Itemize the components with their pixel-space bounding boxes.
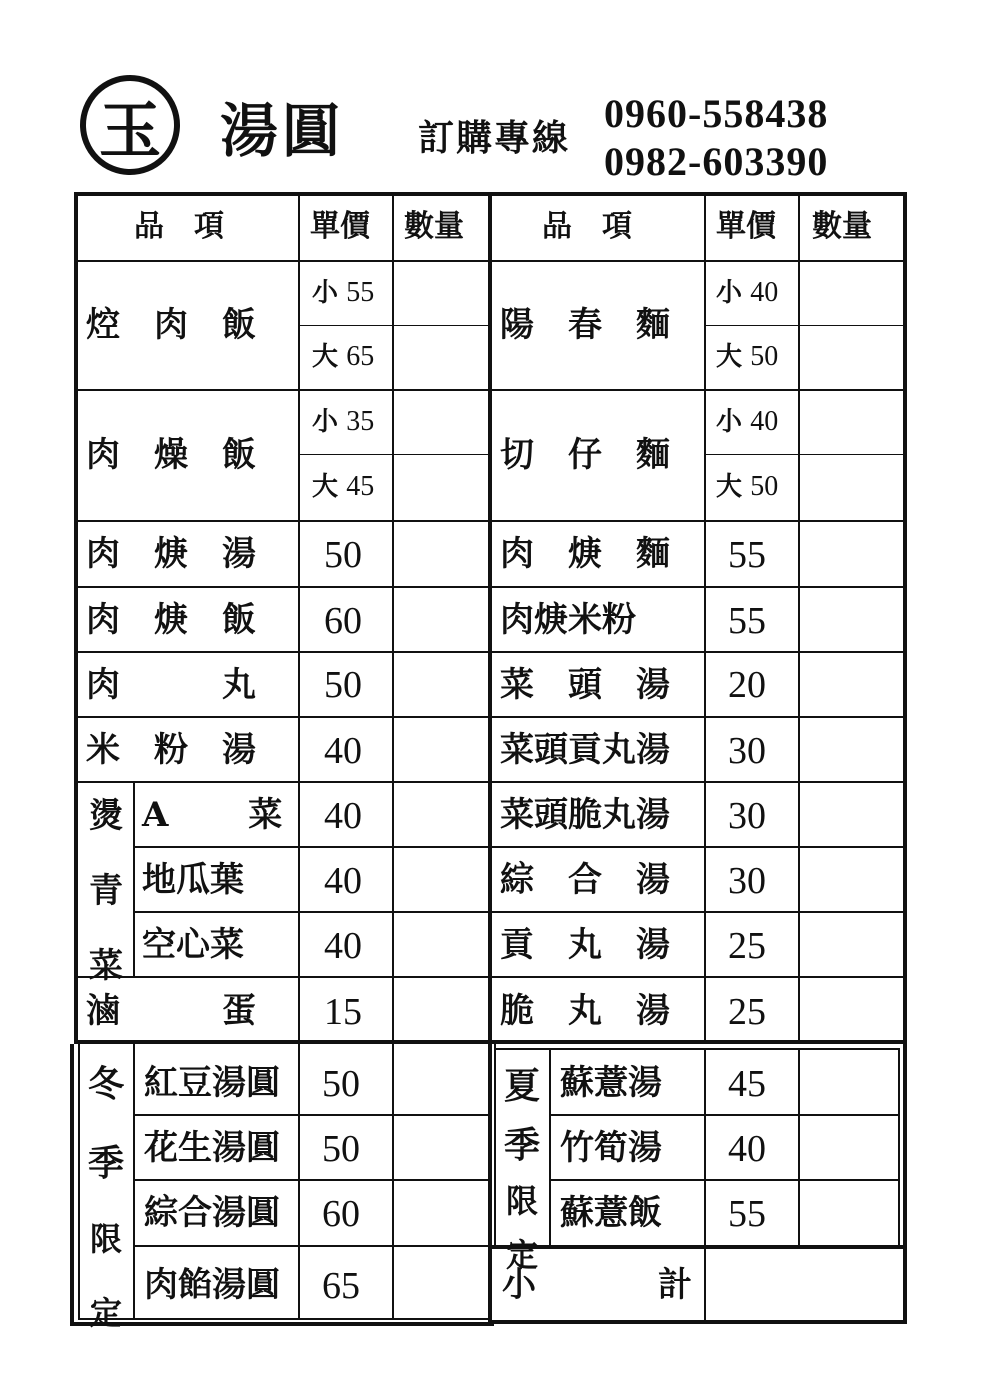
item-name: 焢 肉 飯 bbox=[86, 305, 256, 345]
item-name: 菜 頭 湯 bbox=[500, 665, 670, 705]
item-price: 20 bbox=[728, 664, 766, 706]
quantity-field[interactable] bbox=[800, 718, 903, 781]
item-name: 紅豆湯圓 bbox=[144, 1063, 280, 1103]
item-price: 40 bbox=[324, 925, 362, 967]
item-name: 脆 丸 湯 bbox=[500, 991, 670, 1031]
item-price: 40 bbox=[728, 1128, 766, 1170]
item-price: 15 bbox=[324, 991, 362, 1033]
quantity-field[interactable] bbox=[394, 588, 488, 651]
quantity-field[interactable] bbox=[800, 1116, 898, 1179]
item-price: 50 bbox=[322, 1128, 360, 1170]
col-header-qty-left: 數量 bbox=[404, 209, 464, 244]
large-price: 大 50 bbox=[716, 341, 779, 372]
item-price: 55 bbox=[728, 534, 766, 576]
item-price: 50 bbox=[324, 664, 362, 706]
logo-seal bbox=[80, 75, 180, 175]
item-name: 貢 丸 湯 bbox=[500, 925, 670, 965]
item-name: 米 粉 湯 bbox=[86, 730, 256, 770]
quantity-field[interactable] bbox=[800, 456, 903, 520]
item-name: 滷 蛋 bbox=[86, 991, 256, 1031]
quantity-field[interactable] bbox=[394, 327, 488, 389]
large-price: 大 45 bbox=[312, 471, 375, 502]
item-price: 30 bbox=[728, 795, 766, 837]
item-price: 60 bbox=[324, 600, 362, 642]
item-name: 竹筍湯 bbox=[560, 1128, 662, 1168]
quantity-field[interactable] bbox=[394, 913, 488, 976]
item-price: 50 bbox=[324, 534, 362, 576]
item-price: 45 bbox=[728, 1063, 766, 1105]
col-header-price-right: 單價 bbox=[716, 209, 776, 244]
quantity-field[interactable] bbox=[394, 456, 488, 520]
quantity-field[interactable] bbox=[394, 1247, 488, 1318]
item-price: 40 bbox=[324, 795, 362, 837]
quantity-field[interactable] bbox=[394, 391, 488, 454]
item-name: 蘇薏飯 bbox=[560, 1193, 662, 1233]
item-name: 花生湯圓 bbox=[144, 1128, 280, 1168]
quantity-field[interactable] bbox=[394, 1181, 488, 1245]
item-name: 菜頭貢丸湯 bbox=[500, 730, 670, 770]
winter-limited-label: 冬 季 限 定 bbox=[87, 1063, 124, 1332]
item-price: 55 bbox=[728, 1193, 766, 1235]
item-name: A 菜 bbox=[142, 795, 283, 835]
item-price: 30 bbox=[728, 860, 766, 902]
item-name: 肉 焿 麵 bbox=[500, 534, 670, 574]
item-name: 肉 焿 湯 bbox=[86, 534, 256, 574]
item-name: 菜頭脆丸湯 bbox=[500, 795, 670, 835]
item-price: 40 bbox=[324, 730, 362, 772]
quantity-field[interactable] bbox=[394, 1116, 488, 1179]
item-price: 25 bbox=[728, 991, 766, 1033]
item-name: 肉餡湯圓 bbox=[144, 1265, 280, 1305]
item-name: 陽 春 麵 bbox=[500, 305, 670, 345]
item-name: 地瓜葉 bbox=[142, 860, 244, 900]
quantity-field[interactable] bbox=[394, 978, 488, 1040]
item-price: 30 bbox=[728, 730, 766, 772]
item-price: 50 bbox=[322, 1063, 360, 1105]
col-header-item-left: 品 項 bbox=[134, 209, 224, 244]
item-name: 綜合湯圓 bbox=[144, 1193, 280, 1233]
blanched-veg-group-label: 燙 青 菜 bbox=[89, 796, 123, 986]
quantity-field[interactable] bbox=[394, 783, 488, 846]
subtotal-field[interactable] bbox=[706, 1249, 903, 1320]
quantity-field[interactable] bbox=[800, 391, 903, 454]
small-price: 小 35 bbox=[312, 406, 375, 437]
small-price: 小 40 bbox=[716, 406, 779, 437]
item-name: 綜 合 湯 bbox=[500, 860, 670, 900]
item-name: 肉 焿 飯 bbox=[86, 600, 256, 640]
item-name: 肉 燥 飯 bbox=[86, 435, 256, 475]
item-name: 切 仔 麵 bbox=[500, 435, 670, 475]
quantity-field[interactable] bbox=[800, 978, 903, 1040]
hotline-label: 訂購專線 bbox=[418, 117, 571, 159]
item-name: 肉 丸 bbox=[86, 665, 256, 705]
col-header-price-left: 單價 bbox=[310, 209, 370, 244]
quantity-field[interactable] bbox=[394, 522, 488, 586]
large-price: 大 65 bbox=[312, 341, 375, 372]
item-name: 蘇薏湯 bbox=[560, 1063, 662, 1103]
quantity-field[interactable] bbox=[800, 913, 903, 976]
item-price: 60 bbox=[322, 1193, 360, 1235]
summer-limited-label: 夏 季 限 定 bbox=[503, 1065, 540, 1274]
quantity-field[interactable] bbox=[800, 1181, 898, 1245]
quantity-field[interactable] bbox=[394, 718, 488, 781]
item-name: 肉焿米粉 bbox=[500, 600, 636, 640]
page-title: 湯圓 bbox=[220, 97, 345, 165]
large-price: 大 50 bbox=[716, 471, 779, 502]
col-header-item-right: 品 項 bbox=[542, 209, 632, 244]
item-price: 55 bbox=[728, 600, 766, 642]
item-price: 25 bbox=[728, 925, 766, 967]
quantity-field[interactable] bbox=[800, 327, 903, 389]
quantity-field[interactable] bbox=[394, 1046, 488, 1114]
quantity-field[interactable] bbox=[800, 1050, 898, 1114]
quantity-field[interactable] bbox=[800, 522, 903, 586]
quantity-field[interactable] bbox=[800, 262, 903, 325]
subtotal-label-b: 計 bbox=[658, 1265, 692, 1305]
small-price: 小 40 bbox=[716, 277, 779, 308]
quantity-field[interactable] bbox=[800, 783, 903, 846]
logo-char: 玉 bbox=[98, 93, 161, 167]
quantity-field[interactable] bbox=[394, 262, 488, 325]
phone-number-1: 0960-558438 bbox=[604, 91, 829, 136]
quantity-field[interactable] bbox=[394, 653, 488, 716]
quantity-field[interactable] bbox=[800, 653, 903, 716]
item-name: 空心菜 bbox=[142, 925, 244, 965]
quantity-field[interactable] bbox=[394, 848, 488, 911]
small-price: 小 55 bbox=[312, 277, 375, 308]
quantity-field[interactable] bbox=[800, 588, 903, 651]
item-price: 40 bbox=[324, 860, 362, 902]
quantity-field[interactable] bbox=[800, 848, 903, 911]
phone-number-2: 0982-603390 bbox=[604, 139, 829, 184]
subtotal-label-a: 小 bbox=[502, 1265, 536, 1305]
col-header-qty-right: 數量 bbox=[812, 209, 872, 244]
item-price: 65 bbox=[322, 1265, 360, 1307]
